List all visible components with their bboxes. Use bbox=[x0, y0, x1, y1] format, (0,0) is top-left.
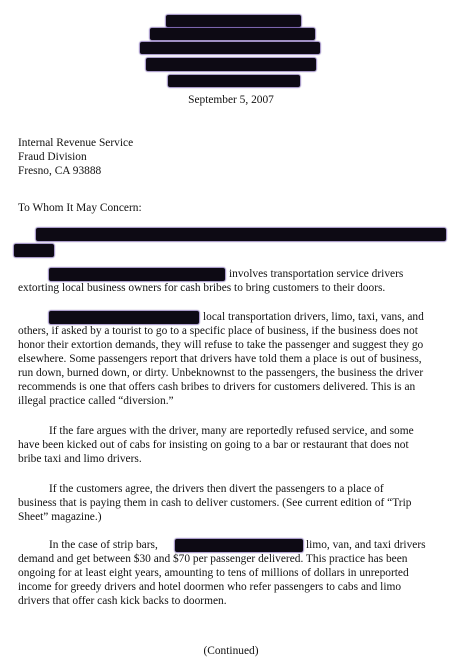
p1-line-1: involves transportation service drivers bbox=[229, 268, 404, 280]
p3-line-1: If the fare argues with the driver, many are reportedly refused service, and some bbox=[49, 425, 414, 437]
p2-line-1: local transportation drivers, limo, taxi, vans, and bbox=[203, 311, 424, 323]
redacted-letterhead-line-4 bbox=[146, 58, 316, 71]
p4-line-1: If the customers agree, the drivers then divert the passengers to a place of bbox=[49, 483, 384, 495]
redacted-letterhead-line-1 bbox=[166, 15, 301, 27]
p5-line-1a: In the case of strip bars, bbox=[49, 539, 158, 551]
p5-line-4: income for greedy drivers and hotel doormen who refer passengers to cabs and limo bbox=[18, 581, 402, 593]
p5-line-3: ongoing for at least eight years, amounting to tens of millions of dollars in unreported bbox=[18, 567, 409, 579]
p2-line-6: recommends is one that offers cash bribes to drivers for customers delivered. This is an bbox=[18, 381, 416, 393]
recipient-line-2: Fraud Division bbox=[18, 151, 87, 163]
redacted-p1-subject bbox=[49, 268, 225, 281]
p3-line-2: have been kicked out of cabs for insisting on going to a bar or restaurant that does not bbox=[18, 439, 409, 451]
p2-line-2: others, if asked by a tourist to go to a specific place of business, if the business does not bbox=[18, 325, 418, 337]
redacted-letterhead-line-5 bbox=[168, 75, 300, 87]
redacted-p5-subject bbox=[175, 539, 303, 552]
salutation: To Whom It May Concern: bbox=[18, 202, 142, 214]
p2-line-3: honor their extortion demands, they will refuse to take the passenger and suggest they go bbox=[18, 339, 424, 351]
p5-line-5: drivers that offer cash kick backs to doormen. bbox=[18, 595, 227, 607]
p4-line-3: Sheet” magazine.) bbox=[18, 511, 102, 523]
continued-footer: (Continued) bbox=[203, 645, 259, 657]
redacted-subject-line-2 bbox=[14, 244, 54, 257]
recipient-line-3: Fresno, CA 93888 bbox=[18, 165, 102, 177]
p2-line-4: elsewhere. Some passengers report that drivers have told them a place is out of business, bbox=[18, 353, 422, 365]
redacted-subject-line-1 bbox=[36, 228, 446, 241]
redacted-letterhead-line-2 bbox=[150, 28, 315, 40]
recipient-line-1: Internal Revenue Service bbox=[18, 137, 134, 149]
p5-line-2: demand and get between $30 and $70 per passenger delivered. This practice has been bbox=[18, 553, 408, 565]
p4-line-2: business that is paying them in cash to deliver customers. (See current edition of “Trip bbox=[18, 497, 412, 509]
p1-line-2: extorting local business owners for cash bribes to bring customers to their doors. bbox=[18, 282, 386, 294]
redacted-p2-subject bbox=[49, 311, 199, 324]
redacted-letterhead-line-3 bbox=[140, 42, 320, 54]
letter-date: September 5, 2007 bbox=[188, 94, 274, 106]
p5-line-1b: limo, van, and taxi drivers bbox=[306, 539, 426, 551]
p2-line-7: illegal practice called “diversion.” bbox=[18, 395, 174, 407]
p3-line-3: bribe taxi and limo drivers. bbox=[18, 453, 142, 465]
p2-line-5: run down, burned down, or dirty. Unbeknownst to the passengers, the business the driver bbox=[18, 367, 424, 379]
